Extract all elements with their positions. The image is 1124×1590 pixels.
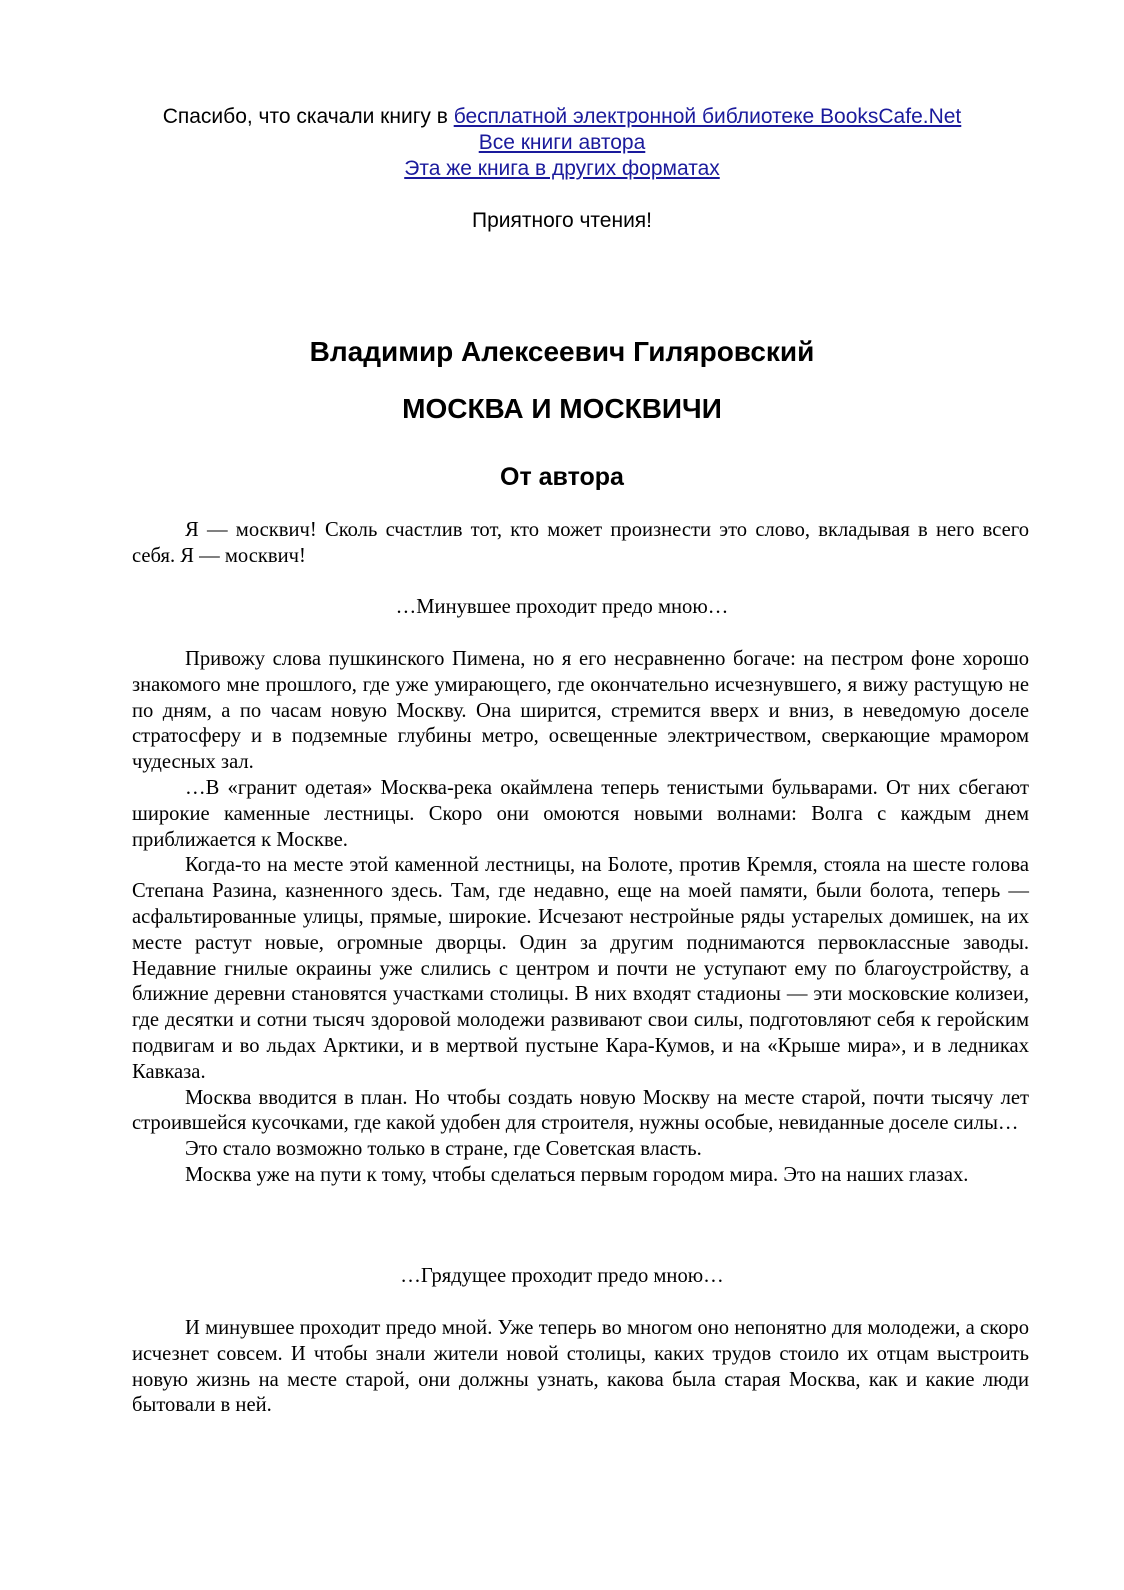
intro-paragraph: Я — москвич! Сколь счастлив тот, кто может произнести это слово, вкладывая в него всего себя. Я — москвич! [132, 519, 1029, 567]
closing-block [132, 1316, 1029, 1419]
download-header [0, 104, 1124, 182]
paragraph-7: И минувшее проходит предо мной. Уже теперь во многом оно непонятно для молодежи, а скоро исчезнет совсем. И чтобы знали жители новой столицы, каких трудов стоило их отцам выстроить новую жизнь на месте старой, они должны узнать, какова была старая Москва, как и какие люди бытовали в ней. [132, 1317, 1029, 1417]
paragraph-5: Это стало возможно только в стране, где Советская власть. [185, 1138, 702, 1161]
main-text-block [132, 647, 1029, 1189]
author-books-line [0, 130, 1124, 156]
thanks-line [0, 104, 1124, 130]
other-formats-line [0, 156, 1124, 182]
thanks-text: Спасибо, что скачали книгу в [162, 105, 454, 128]
section-title: От автора [500, 463, 624, 491]
epigraph-future: …Грядущее проходит предо мною… [400, 1265, 724, 1287]
paragraph-2: …В «гранит одетая» Москва-река окаймлена теперь тенистыми бульварами. От них сбегают широкие каменные лестницы. Скоро они омоются новыми волнами: Волга с каждым днем приближается к Москве. [132, 776, 1029, 851]
paragraph-6: Москва уже на пути к тому, чтобы сделаться первым городом мира. Это на наших глазах. [185, 1163, 969, 1186]
paragraph-4: Москва вводится в план. Но чтобы создать новую Москву на месте старой, почти тысячу лет строившейся кусочками, где какой удобен для строителя, нужны особые, невиданные доселе силы… [132, 1086, 1029, 1135]
paragraph-3: Когда-то на месте этой каменной лестницы, на Болоте, против Кремля, стояла на шесте голова Степана Разина, казненного здесь. Там, где недавно, еще на моей памяти, были болота, теперь — асфальтированные улицы, прямые, широкие. Исчезают нестройные ряды устарелых домишек, на их месте растут новые, огромные дворцы. Один за другим поднимаются первоклассные заводы. Недавние гнилые окраины уже слились с центром и почти не уступают ему по благоустройству, а ближние деревни становятся участками столицы. В них входят стадионы — эти московские колизеи, где десятки и сотни тысяч здоровой молодежи развивают свои силы, подготовляют себя к геройским подвигам и во льдах Арктики, и в мертвой пустыне Кара-Кумов, и на «Крыше мира», и в ледниках Кавказа. [132, 854, 1029, 1083]
library-link[interactable]: бесплатной электронной библиотеке BooksCafe.Net [453, 105, 962, 128]
paragraph-1: Привожу слова пушкинского Пимена, но я его несравненно богаче: на пестром фоне хорошо знакомого мне прошлого, где уже умирающего, где окончательно исчезнувшего, я вижу растущую не по дням, а по часам новую Москву. Она ширится, стремится вверх и вниз, в неведомую доселе стратосферу и в подземные глубины метро, освещенные электричеством, сверкающие мрамором чудесных зал. [132, 648, 1029, 774]
greeting-text: Приятного чтения! [471, 209, 653, 232]
author-books-link[interactable]: Все книги автора [478, 131, 646, 154]
intro-block [132, 518, 1029, 570]
book-author: Владимир Алексеевич Гиляровский [309, 336, 815, 367]
epigraph-past: …Минувшее проходит предо мною… [395, 596, 729, 618]
other-formats-link[interactable]: Эта же книга в других форматах [404, 157, 720, 180]
book-title: МОСКВА И МОСКВИЧИ [402, 393, 722, 424]
